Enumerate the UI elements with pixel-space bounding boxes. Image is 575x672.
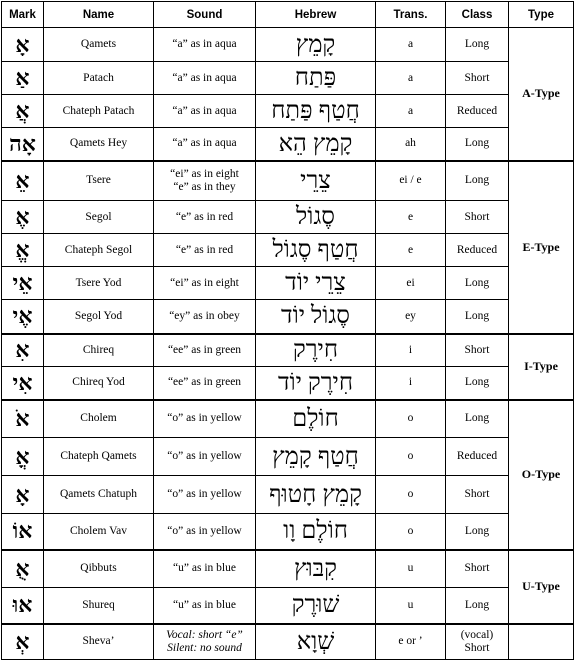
vowel-sound <box>154 201 256 234</box>
vowel-mark: אֵ <box>2 161 44 201</box>
vowel-name: Tsere Yod <box>44 267 154 300</box>
sound-line: “a” as in aqua <box>172 38 237 50</box>
vowel-name: Tsere <box>44 161 154 201</box>
hebrew-name: חוֹלֶם וָו <box>256 514 376 550</box>
hebrew-name: צֵרֵי יוֹד <box>256 267 376 300</box>
vowel-sound <box>154 234 256 267</box>
transliteration: ah <box>376 128 446 161</box>
hebrew-name: שְׁוָא <box>256 624 376 660</box>
transliteration: a <box>376 95 446 128</box>
sound-line: “ee” as in green <box>167 376 242 389</box>
vowel-class: Long <box>446 514 509 550</box>
vowel-class: Long <box>446 28 509 62</box>
header-sound: Sound <box>154 2 256 28</box>
sound-line: “o” as in yellow <box>167 488 242 500</box>
vowel-sound <box>154 438 256 476</box>
header-mark: Mark <box>2 2 44 28</box>
vowel-class: Long <box>446 400 509 438</box>
hebrew-name: קִבּוּץ <box>256 550 376 588</box>
table-row <box>2 367 574 400</box>
vowel-class: Short <box>446 201 509 234</box>
vowel-class <box>446 624 509 660</box>
table-row <box>2 476 574 514</box>
type-label: E-Type <box>509 161 574 334</box>
vowel-name: Cholem Vav <box>44 514 154 550</box>
sound-line: “ei” as in eight <box>170 167 239 180</box>
sound-line: “a” as in aqua <box>172 137 237 150</box>
vowel-sound <box>154 28 256 62</box>
header-type: Type <box>509 2 574 28</box>
vowel-class: Long <box>446 128 509 161</box>
vowel-sound <box>154 550 256 588</box>
transliteration: ey <box>376 300 446 334</box>
table-row <box>2 128 574 161</box>
table-row <box>2 334 574 367</box>
transliteration: ei / e <box>376 161 446 201</box>
table-row <box>2 438 574 476</box>
vowel-mark: אֳ <box>2 438 44 476</box>
transliteration: a <box>376 28 446 62</box>
vowel-class: Reduced <box>446 234 509 267</box>
vowel-name: Chateph Qamets <box>44 438 154 476</box>
table-row <box>2 514 574 550</box>
sound-line: Vocal: short “e” <box>166 628 243 641</box>
vowel-mark: אָ <box>2 28 44 62</box>
transliteration: o <box>376 400 446 438</box>
vowel-class: Long <box>446 367 509 400</box>
vowel-mark: אָ <box>2 476 44 514</box>
table-row <box>2 201 574 234</box>
type-label: U-Type <box>509 550 574 624</box>
vowel-class: Long <box>446 588 509 624</box>
transliteration: ei <box>376 267 446 300</box>
vowel-class: Long <box>446 161 509 201</box>
sound-line: “o” as in yellow <box>167 524 242 537</box>
table-row <box>2 95 574 128</box>
sound-line: “ee” as in green <box>167 343 242 356</box>
transliteration: o <box>376 514 446 550</box>
vowel-name: Qibbuts <box>44 550 154 588</box>
vowel-sound <box>154 400 256 438</box>
hebrew-name: צֵרֵי <box>256 161 376 201</box>
vowel-sound <box>154 367 256 400</box>
sound-line: “e” as in red <box>175 243 234 256</box>
vowel-name: Chateph Segol <box>44 234 154 267</box>
transliteration: i <box>376 334 446 367</box>
header-row <box>2 2 574 28</box>
vowel-name: Qamets Chatuph <box>44 476 154 514</box>
transliteration: e or ’ <box>376 624 446 660</box>
transliteration: i <box>376 367 446 400</box>
vowel-name: Cholem <box>44 400 154 438</box>
vowel-mark: אוּ <box>2 588 44 624</box>
table-row <box>2 400 574 438</box>
vowel-sound <box>154 161 256 201</box>
table-row <box>2 300 574 334</box>
header-class: Class <box>446 2 509 28</box>
vowel-class: Short <box>446 550 509 588</box>
hebrew-name: שׁוּרֶק <box>256 588 376 624</box>
vowel-table <box>1 1 574 660</box>
sound-line: “u” as in blue <box>173 598 236 611</box>
transliteration: o <box>376 438 446 476</box>
vowel-name: Sheva’ <box>44 624 154 660</box>
table-row <box>2 62 574 95</box>
vowel-mark: אֲ <box>2 95 44 128</box>
vowel-mark: אְ <box>2 624 44 660</box>
vowel-class: Reduced <box>446 95 509 128</box>
transliteration: e <box>376 201 446 234</box>
vowel-mark: אֶ <box>2 201 44 234</box>
vowel-sound <box>154 128 256 161</box>
vowel-mark: אַ <box>2 62 44 95</box>
vowel-sound <box>154 514 256 550</box>
type-label: O-Type <box>509 400 574 550</box>
table-row <box>2 267 574 300</box>
sound-line: “ey” as in obey <box>169 309 240 322</box>
vowel-sound <box>154 300 256 334</box>
vowel-sound <box>154 62 256 95</box>
vowel-mark: אָה <box>2 128 44 161</box>
vowel-name: Shureq <box>44 588 154 624</box>
hebrew-name: חוֹלֶם <box>256 400 376 438</box>
vowel-class: Short <box>446 334 509 367</box>
sound-line: “u” as in blue <box>173 562 236 575</box>
class-line: Short <box>464 641 490 654</box>
vowel-name: Chateph Patach <box>44 95 154 128</box>
vowel-class: Short <box>446 476 509 514</box>
hebrew-name: סֶגוֹל <box>256 201 376 234</box>
hebrew-name: חֲטַף סֶגוֹל <box>256 234 376 267</box>
vowel-name: Segol <box>44 201 154 234</box>
vowel-mark: אֱ <box>2 234 44 267</box>
vowel-mark: אֻ <box>2 550 44 588</box>
sound-line: “e” as in red <box>175 210 234 223</box>
table-row <box>2 28 574 62</box>
transliteration: u <box>376 588 446 624</box>
transliteration: o <box>376 476 446 514</box>
hebrew-name: קָמֵץ הֵא <box>256 128 376 161</box>
table-row <box>2 550 574 588</box>
hebrew-name: חִירֶק <box>256 334 376 367</box>
vowel-mark: אוֹ <box>2 514 44 550</box>
vowel-sound <box>154 476 256 514</box>
sound-line: “a” as in aqua <box>172 104 237 117</box>
hebrew-name: חֲטַף פַּתַח <box>256 95 376 128</box>
vowel-mark: אִי <box>2 367 44 400</box>
header-hebrew: Hebrew <box>256 2 376 28</box>
table-row <box>2 161 574 201</box>
type-label: A-Type <box>509 28 574 161</box>
hebrew-name: סֶגוֹל יוֹד <box>256 300 376 334</box>
sound-line: “o” as in yellow <box>167 450 242 462</box>
vowel-mark: אֵי <box>2 267 44 300</box>
vowel-mark: אֹ <box>2 400 44 438</box>
vowel-class: Long <box>446 267 509 300</box>
transliteration: a <box>376 62 446 95</box>
vowel-sound <box>154 267 256 300</box>
header-name: Name <box>44 2 154 28</box>
sound-line: “o” as in yellow <box>167 412 242 425</box>
table-row <box>2 234 574 267</box>
vowel-name: Patach <box>44 62 154 95</box>
table-row <box>2 588 574 624</box>
vowel-mark: אִ <box>2 334 44 367</box>
vowel-name: Chireq Yod <box>44 367 154 400</box>
hebrew-name: קָמֵץ <box>256 28 376 62</box>
hebrew-name: קָמֵץ חָטוּף <box>256 476 376 514</box>
vowel-class: Reduced <box>446 438 509 476</box>
hebrew-name: פַּתַח <box>256 62 376 95</box>
empty-type-cell <box>509 624 574 660</box>
vowel-name: Qamets Hey <box>44 128 154 161</box>
vowel-sound <box>154 588 256 624</box>
vowel-sound <box>154 334 256 367</box>
vowel-name: Segol Yod <box>44 300 154 334</box>
class-line: (vocal) <box>460 628 494 641</box>
sound-line: “ei” as in eight <box>170 276 239 289</box>
vowel-mark: אֶי <box>2 300 44 334</box>
vowel-sound <box>154 624 256 660</box>
header-trans: Trans. <box>376 2 446 28</box>
hebrew-name: חִירֶק יוֹד <box>256 367 376 400</box>
table-row <box>2 624 574 660</box>
sound-line: Silent: no sound <box>167 641 242 654</box>
transliteration: u <box>376 550 446 588</box>
vowel-class: Long <box>446 300 509 334</box>
vowel-sound <box>154 95 256 128</box>
hebrew-name: חֲטַף קָמֵץ <box>256 438 376 476</box>
sound-line: “a” as in aqua <box>172 71 237 84</box>
transliteration: e <box>376 234 446 267</box>
sound-line: “e” as in they <box>173 180 236 193</box>
type-label: I-Type <box>509 334 574 400</box>
vowel-name: Chireq <box>44 334 154 367</box>
vowel-class: Short <box>446 62 509 95</box>
vowel-name: Qamets <box>44 28 154 62</box>
